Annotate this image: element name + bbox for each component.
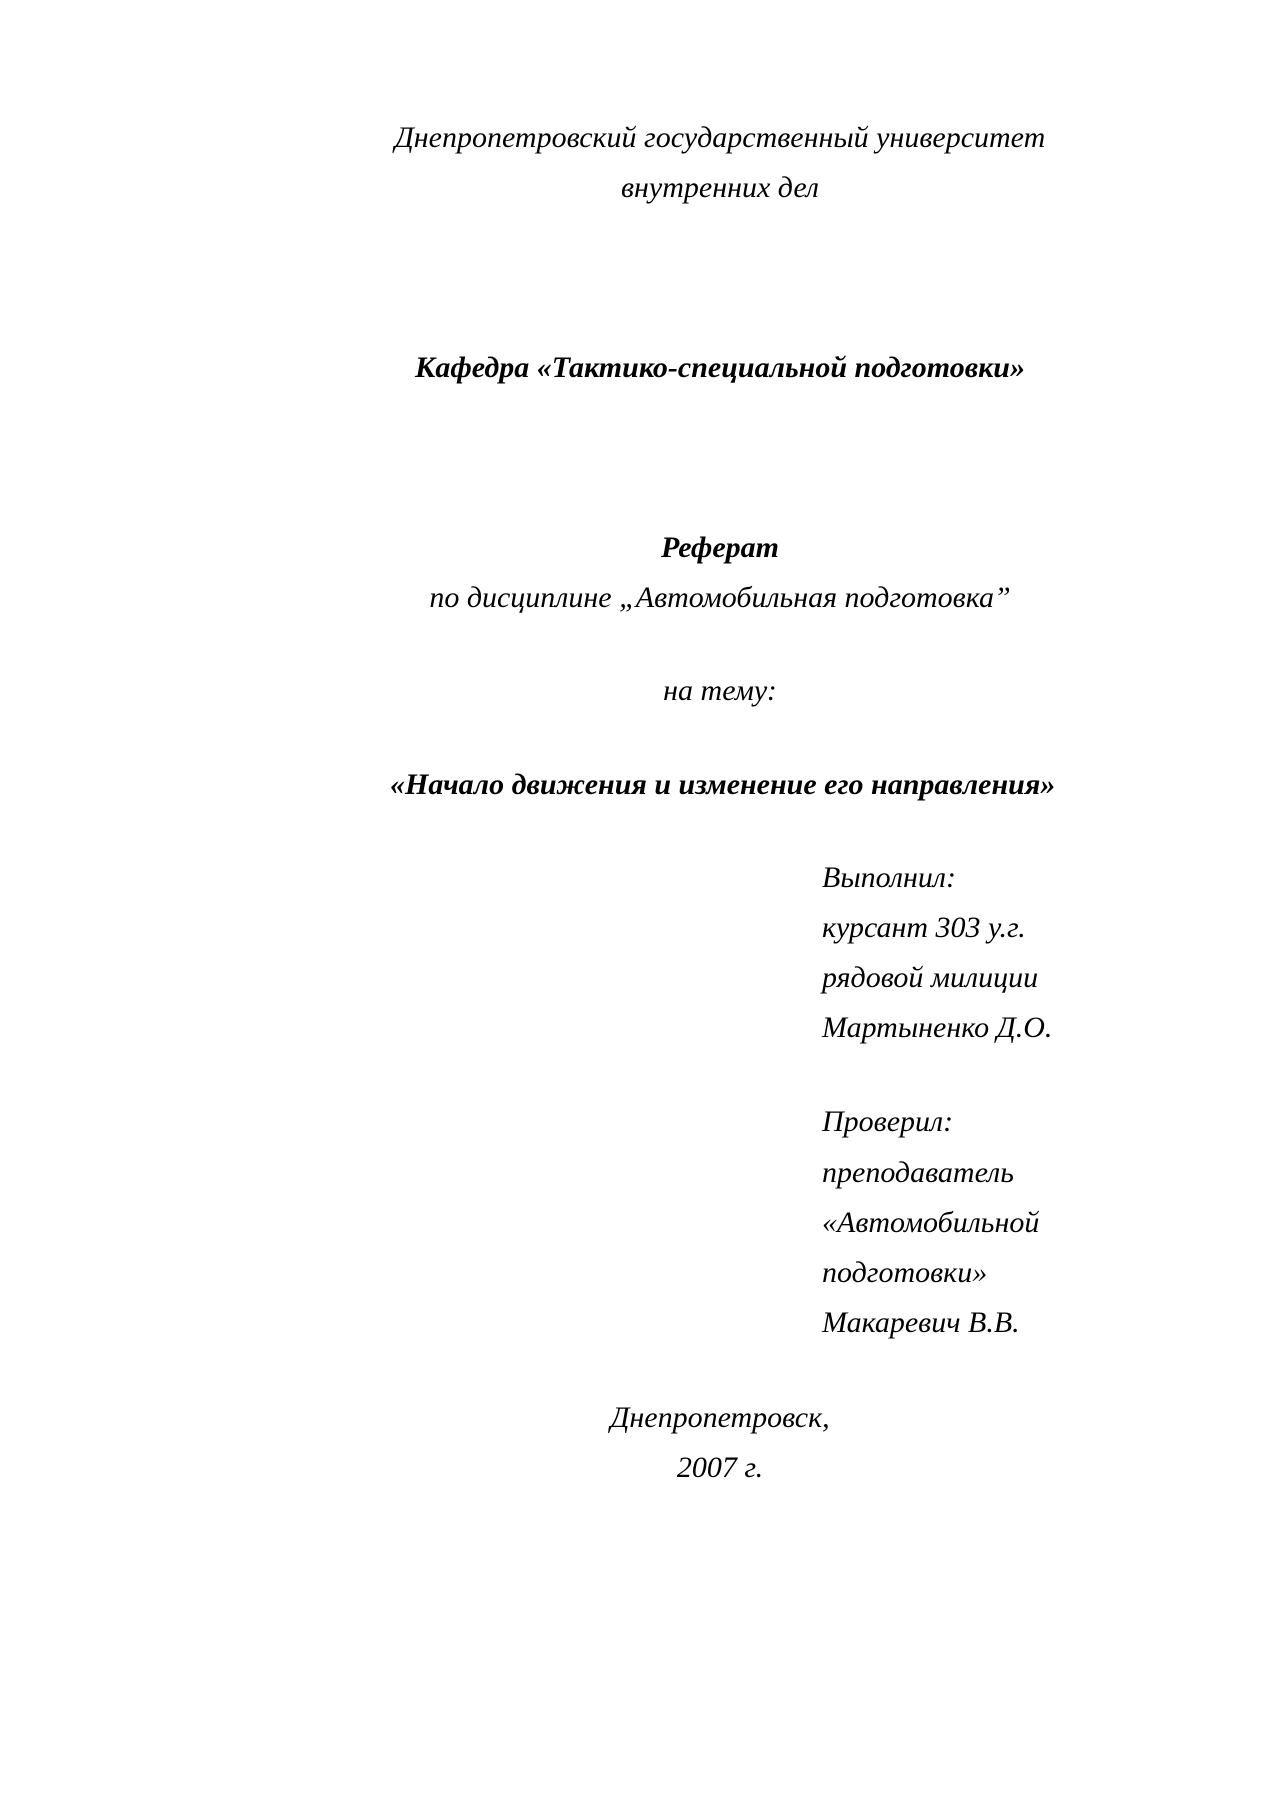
performed-by-line1: курсант 303 у.г. [822, 911, 1026, 944]
performed-by-line2: рядовой милиции [822, 961, 1039, 994]
on-topic-label: на тему: [663, 674, 777, 707]
checked-by-line3: подготовки» [822, 1256, 988, 1289]
performed-by-label: Выполнил: [822, 861, 956, 894]
topic-title: «Начало движения и изменение его направления» [390, 768, 1056, 801]
discipline-line: по дисциплине „Автомобильная подготовка” [429, 581, 1011, 614]
document-type: Реферат [661, 531, 779, 564]
checked-by-label: Проверил: [822, 1105, 954, 1138]
performed-by-name: Мартыненко Д.О. [822, 1011, 1053, 1044]
university-name-line1: Днепропетровский государственный университет [394, 121, 1046, 154]
university-name-line2: внутренних дел [621, 171, 819, 204]
footer-city: Днепропетровск, [610, 1401, 830, 1434]
checked-by-line2: «Автомобильной [822, 1206, 1040, 1239]
checked-by-name: Макаревич В.В. [822, 1306, 1020, 1339]
department-name: Кафедра «Тактико-специальной подготовки» [414, 351, 1025, 384]
footer-year: 2007 г. [676, 1451, 764, 1484]
checked-by-line1: преподаватель [822, 1156, 1014, 1189]
